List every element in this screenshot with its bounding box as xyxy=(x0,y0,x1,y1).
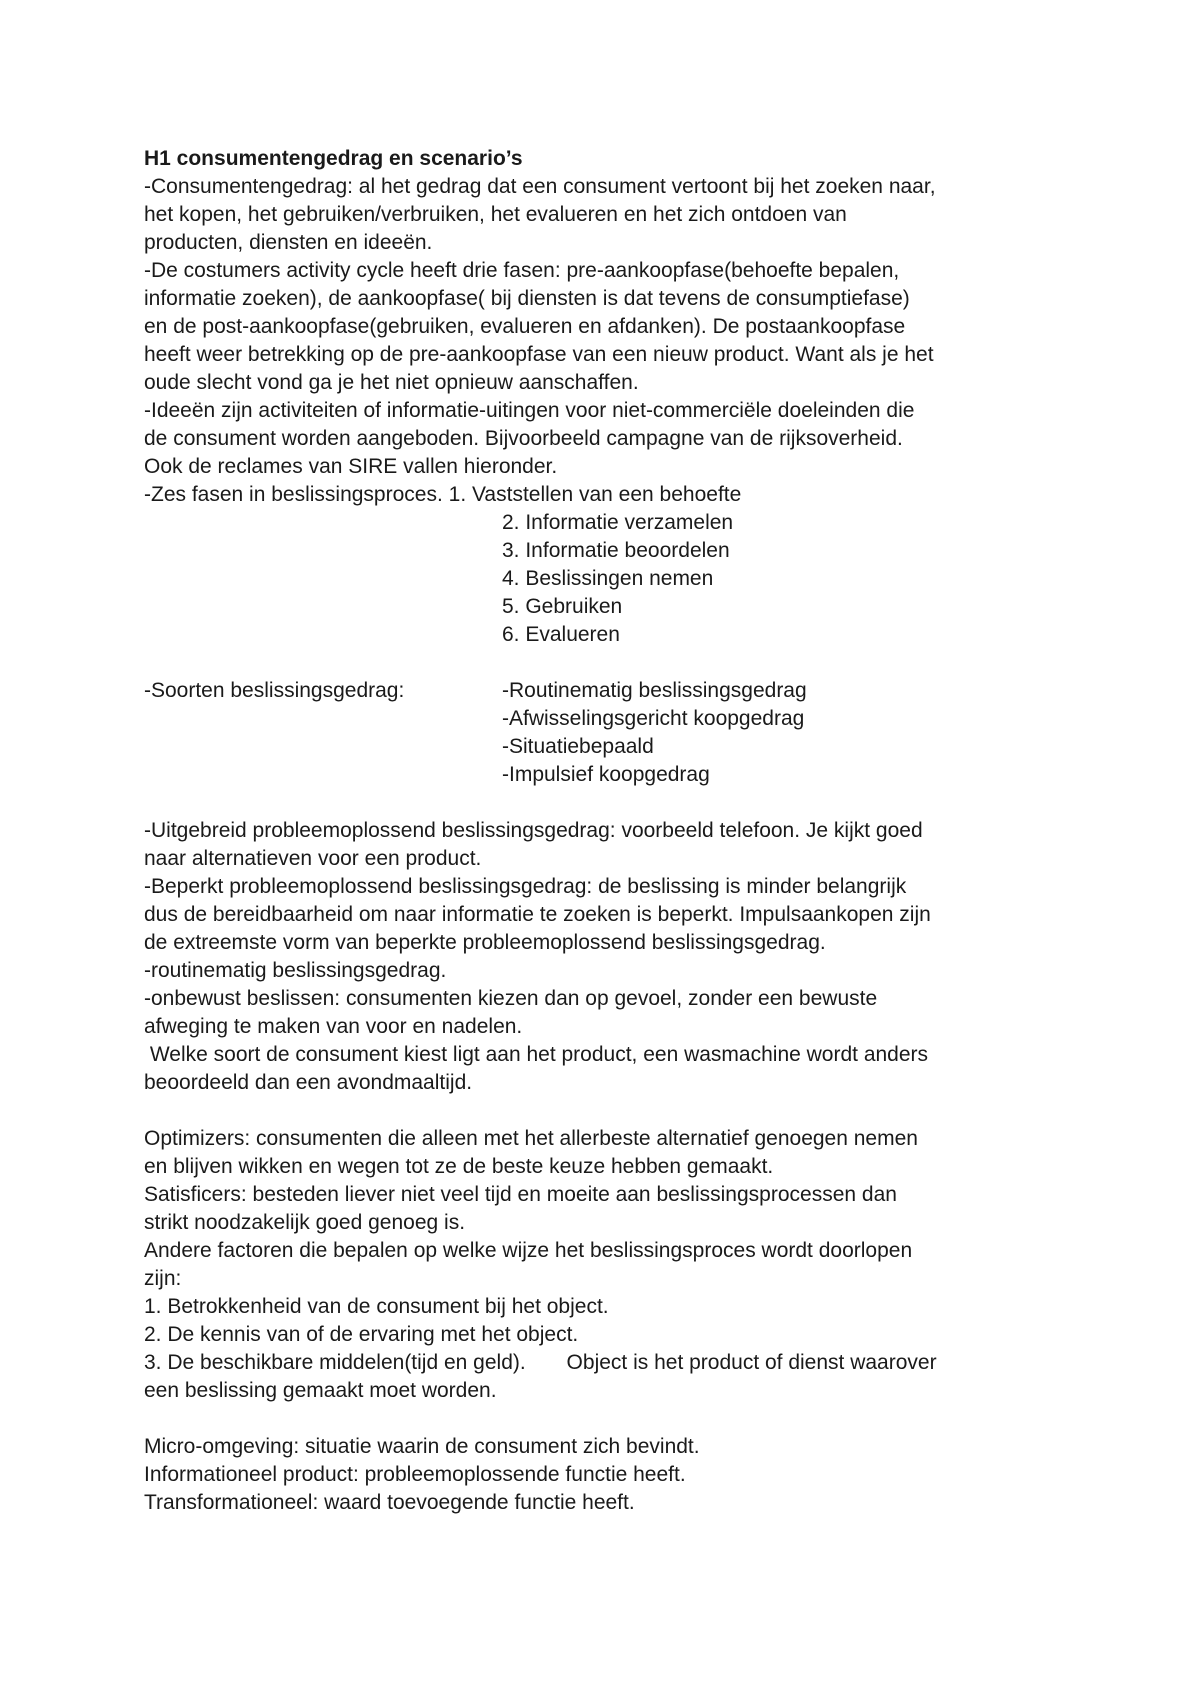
list-item: -Situatiebepaald xyxy=(502,735,654,758)
decision-types-list xyxy=(144,677,1084,789)
text-line: en de post-aankoopfase(gebruiken, evalueren en afdanken). De postaankoopfase xyxy=(144,315,906,338)
text-line: Optimizers: consumenten die alleen met het allerbeste alternatief genoegen nemen xyxy=(144,1127,918,1150)
text-line: de consument worden aangeboden. Bijvoorbeeld campagne van de rijksoverheid. xyxy=(144,427,903,450)
text-line: Micro-omgeving: situatie waarin de consument zich bevindt. xyxy=(144,1435,700,1458)
text-line: -routinematig beslissingsgedrag. xyxy=(144,959,447,982)
text-line: informatie zoeken), de aankoopfase( bij diensten is dat tevens de consumptiefase) xyxy=(144,287,910,310)
phases-intro: -Zes fasen in beslissingsproces. 1. Vaststellen van een behoefte xyxy=(144,483,742,506)
text-line: 3. De beschikbare middelen(tijd en geld). Object is het product of dienst waarover xyxy=(144,1351,937,1374)
spacer xyxy=(144,649,1084,677)
text-line: en blijven wikken en wegen tot ze de beste keuze hebben gemaakt. xyxy=(144,1155,774,1178)
text-line: 1. Betrokkenheid van de consument bij het object. xyxy=(144,1295,609,1318)
list-item: 3. Informatie beoordelen xyxy=(502,539,730,562)
text-line: Welke soort de consument kiest ligt aan het product, een wasmachine wordt anders xyxy=(144,1043,929,1066)
text-line: -Uitgebreid probleemoplossend beslissingsgedrag: voorbeeld telefoon. Je kijkt goed xyxy=(144,819,923,842)
text-line: een beslissing gemaakt moet worden. xyxy=(144,1379,497,1402)
text-line: -onbewust beslissen: consumenten kiezen dan op gevoel, zonder een bewuste xyxy=(144,987,878,1010)
list-item: 6. Evalueren xyxy=(502,623,620,646)
text-line: strikt noodzakelijk goed genoeg is. xyxy=(144,1211,466,1234)
text-line: Andere factoren die bepalen op welke wijze het beslissingsproces wordt doorlopen xyxy=(144,1239,913,1262)
paragraph-definitions xyxy=(144,1433,1084,1517)
text-line: de extreemste vorm van beperkte probleemoplossend beslissingsgedrag. xyxy=(144,931,826,954)
text-line: -Consumentengedrag: al het gedrag dat een consument vertoont bij het zoeken naar, xyxy=(144,175,936,198)
text-line: Ook de reclames van SIRE vallen hieronder. xyxy=(144,455,558,478)
text-line: zijn: xyxy=(144,1267,182,1290)
decision-phases-list xyxy=(144,481,1084,649)
paragraph-optimizers xyxy=(144,1125,1084,1405)
text-line: Satisficers: besteden liever niet veel tijd en moeite aan beslissingsprocessen dan xyxy=(144,1183,897,1206)
paragraph-activity-cycle xyxy=(144,257,1084,397)
text-line: -Ideeën zijn activiteiten of informatie-uitingen voor niet-commerciële doeleinden die xyxy=(144,399,915,422)
list-item: 5. Gebruiken xyxy=(502,595,623,618)
spacer xyxy=(144,1097,1084,1125)
paragraph-consumentengedrag xyxy=(144,173,1084,257)
list-item: -Routinematig beslissingsgedrag xyxy=(502,679,807,702)
text-line: dus de bereidbaarheid om naar informatie te zoeken is beperkt. Impulsaankopen zijn xyxy=(144,903,931,926)
text-line: Informationeel product: probleemoplossende functie heeft. xyxy=(144,1463,686,1486)
text-line: beoordeeld dan een avondmaaltijd. xyxy=(144,1071,473,1094)
spacer xyxy=(144,789,1084,817)
spacer xyxy=(144,1405,1084,1433)
list-row xyxy=(144,677,1084,705)
text-line: het kopen, het gebruiken/verbruiken, het evalueren en het zich ontdoen van xyxy=(144,203,847,226)
list-item: 2. Informatie verzamelen xyxy=(502,511,734,534)
types-label: -Soorten beslissingsgedrag: xyxy=(144,679,405,702)
paragraph-ideeen xyxy=(144,397,1084,481)
text-line: heeft weer betrekking op de pre-aankoopfase van een nieuw product. Want als je het xyxy=(144,343,934,366)
text-line: afweging te maken van voor en nadelen. xyxy=(144,1015,523,1038)
list-item: -Afwisselingsgericht koopgedrag xyxy=(502,707,805,730)
document-page xyxy=(144,145,1084,1517)
list-item: -Impulsief koopgedrag xyxy=(502,763,710,786)
text-line: naar alternatieven voor een product. xyxy=(144,847,482,870)
text-line: -Beperkt probleemoplossend beslissingsgedrag: de beslissing is minder belangrijk xyxy=(144,875,907,898)
text-line: -De costumers activity cycle heeft drie fasen: pre-aankoopfase(behoefte bepalen, xyxy=(144,259,900,282)
paragraph-decision-behaviour xyxy=(144,817,1084,1097)
text-line: oude slecht vond ga je het niet opnieuw aanschaffen. xyxy=(144,371,639,394)
text-line: producten, diensten en ideeën. xyxy=(144,231,433,254)
document-title: H1 consumentengedrag en scenario’s xyxy=(144,147,523,170)
text-line: Transformationeel: waard toevoegende functie heeft. xyxy=(144,1491,635,1514)
text-line: 2. De kennis van of de ervaring met het object. xyxy=(144,1323,579,1346)
list-item: 4. Beslissingen nemen xyxy=(502,567,714,590)
